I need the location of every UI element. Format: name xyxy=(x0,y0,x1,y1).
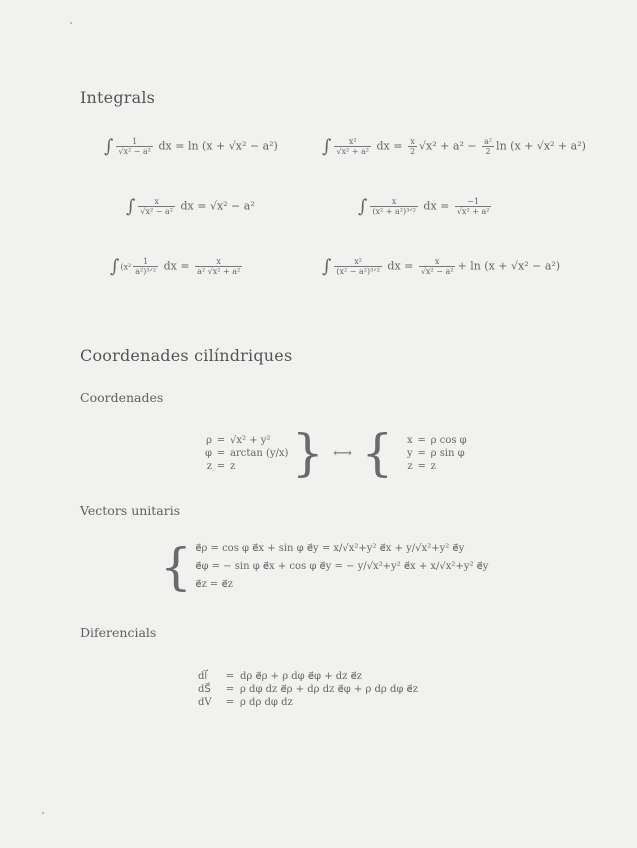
system-row xyxy=(196,434,288,447)
equation-rest: dx = √x² − a² xyxy=(180,199,255,213)
cylindrical-coordinates-heading: Coordenades cilíndriques xyxy=(80,346,293,365)
differential-lhs: dV xyxy=(198,697,212,708)
system-row xyxy=(397,434,467,447)
integral-sign: ∫ xyxy=(322,136,332,157)
differential-lhs: dS⃗ xyxy=(198,684,211,695)
expression: z xyxy=(430,460,436,472)
variable: x xyxy=(407,434,413,446)
numerator: x xyxy=(434,257,440,266)
differential-rhs: ρ dφ dz e⃗ρ + dρ dz e⃗φ + ρ dρ dφ e⃗z xyxy=(240,684,418,695)
numerator: x xyxy=(391,197,397,206)
integral-equation-4 xyxy=(358,196,493,217)
system-row xyxy=(196,447,288,460)
integral-sign: ∫ xyxy=(110,256,120,277)
equation-prefix: (x² xyxy=(120,262,132,272)
fraction xyxy=(116,137,153,156)
equals-sign: = xyxy=(417,447,426,459)
equation-rest: dx = xyxy=(387,259,417,273)
integral-equation-2 xyxy=(322,136,586,157)
denominator: a² √x² + a² xyxy=(197,267,241,276)
variable: φ xyxy=(204,447,212,459)
double-arrow-icon: ⟷ xyxy=(333,445,352,461)
equation-rest: dx = xyxy=(163,259,194,273)
equation-rest: dx = ln (x + √x² − a²) xyxy=(158,139,278,153)
equals-sign: = xyxy=(417,434,426,446)
equation-rest: dx = xyxy=(423,199,453,213)
integrals-heading: Integrals xyxy=(80,88,156,107)
variable: ρ xyxy=(206,434,212,446)
fraction xyxy=(408,137,417,156)
numerator: a² xyxy=(484,137,493,146)
equation-end: + ln (x + √x² − a²) xyxy=(457,259,561,273)
differential-rhs: dρ e⃗ρ + ρ dφ e⃗φ + dz e⃗z xyxy=(240,671,363,682)
fraction xyxy=(138,197,175,216)
differentials-rows xyxy=(198,670,418,709)
differential-row xyxy=(198,683,418,696)
differential-row xyxy=(198,696,418,709)
variable: z xyxy=(407,460,413,472)
coordinates-subheading: Coordenades xyxy=(80,390,164,405)
differential-rhs: ρ dρ dφ dz xyxy=(240,697,293,708)
integral-equation-5 xyxy=(110,256,244,277)
unit-vector-row: e⃗ρ = cos φ e⃗x + sin φ e⃗y = x/√x²+y² e⃗x + y/√x²+y² e⃗y xyxy=(195,543,465,554)
unit-vector-row: e⃗φ = − sin φ e⃗x + cos φ e⃗y = − y/√x²+y² e⃗x + x/√x²+y² e⃗y xyxy=(195,561,489,572)
system-row xyxy=(397,460,467,473)
right-brace: } xyxy=(291,424,324,482)
fraction xyxy=(334,137,371,156)
unit-vectors-rows xyxy=(195,540,488,594)
unit-vector-row: e⃗z = e⃗z xyxy=(195,579,233,590)
numerator: −1 xyxy=(467,197,480,206)
numerator: 1 xyxy=(143,257,149,266)
denominator: (x² + a²)³ᐟ² xyxy=(372,207,416,216)
coordinates-left-system xyxy=(196,434,288,473)
equals-sign: = xyxy=(225,684,235,695)
system-row xyxy=(397,447,467,460)
differentials-block xyxy=(198,670,418,709)
numerator: x xyxy=(410,137,415,146)
fraction xyxy=(482,137,494,156)
expression: ρ sin φ xyxy=(430,447,465,459)
denominator: √x² + a² xyxy=(456,207,490,216)
equation-end: ln (x + √x² + a²) xyxy=(496,139,586,153)
numerator: x² xyxy=(354,257,363,266)
differentials-subheading: Diferencials xyxy=(80,625,157,640)
equals-sign: = xyxy=(225,697,235,708)
fraction xyxy=(334,257,382,276)
integral-sign: ∫ xyxy=(126,196,136,217)
equals-sign: = xyxy=(417,460,426,472)
expression: ρ cos φ xyxy=(430,434,467,446)
equals-sign: = xyxy=(216,447,226,459)
integral-sign: ∫ xyxy=(104,136,114,157)
numerator: x² xyxy=(348,137,357,146)
denominator: √x² + a² xyxy=(336,147,369,156)
integral-sign: ∫ xyxy=(358,196,368,217)
numerator: x xyxy=(216,257,221,266)
unit-vectors-subheading: Vectors unitaris xyxy=(80,503,181,518)
fraction xyxy=(455,197,492,216)
integral-equation-3 xyxy=(126,196,255,217)
integral-equation-6 xyxy=(322,256,560,277)
left-brace: { xyxy=(361,424,394,482)
scan-speck xyxy=(70,22,72,24)
fraction xyxy=(419,257,456,276)
denominator: a²)³ᐟ² xyxy=(135,267,157,276)
denominator: √x² − a² xyxy=(118,147,151,156)
denominator: 2 xyxy=(409,147,416,156)
coordinates-right-system xyxy=(397,434,467,473)
integral-equation-1 xyxy=(104,136,278,157)
denominator: √x² − a² xyxy=(140,207,173,216)
expression: √x² + y² xyxy=(230,434,271,446)
denominator: √x² − a² xyxy=(420,267,454,276)
expression: z xyxy=(230,460,236,472)
expression: arctan (y/x) xyxy=(230,447,289,459)
unit-vectors-system xyxy=(160,540,488,594)
scan-speck xyxy=(42,812,44,814)
fraction xyxy=(133,257,158,276)
differential-lhs: dl⃗ xyxy=(198,671,208,682)
equation-middle: √x² + a² − xyxy=(419,139,481,153)
numerator: x xyxy=(154,197,159,206)
equals-sign: = xyxy=(216,434,226,446)
equation-rest: dx = xyxy=(376,139,406,153)
left-brace: { xyxy=(160,538,192,596)
denominator: 2 xyxy=(482,146,494,156)
equals-sign: = xyxy=(216,460,226,472)
numerator: 1 xyxy=(132,137,138,146)
differential-row xyxy=(198,670,418,683)
fraction xyxy=(370,197,418,216)
variable: z xyxy=(206,460,212,472)
equals-sign: = xyxy=(225,671,235,682)
coordinates-system xyxy=(196,424,467,482)
integral-sign: ∫ xyxy=(322,256,332,277)
denominator: (x² − a²)³ᐟ² xyxy=(336,267,380,276)
system-row xyxy=(196,460,288,473)
variable: y xyxy=(407,447,413,459)
fraction xyxy=(195,257,242,276)
